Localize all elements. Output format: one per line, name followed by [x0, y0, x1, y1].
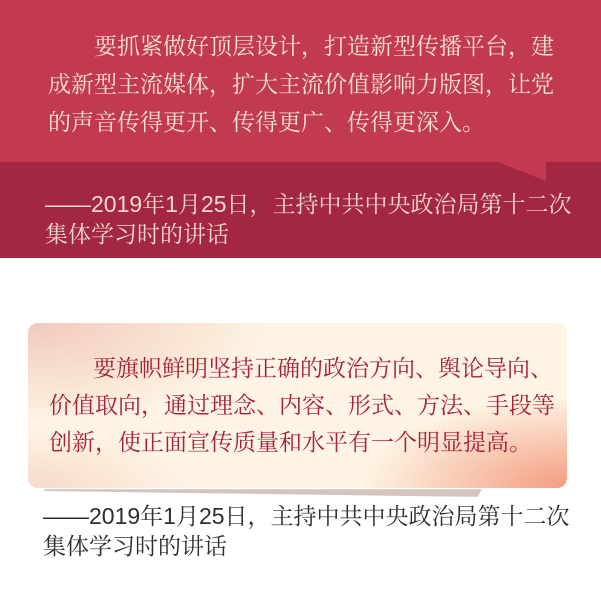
bottom-attribution-text — [43, 501, 570, 561]
top-attribution-line-1: ——2019年1月25日，主持中共中央政治局第十二次 — [45, 191, 572, 217]
bottom-attribution-line-1: ——2019年1月25日，主持中共中央政治局第十二次 — [43, 503, 570, 529]
card-shadow-decoration — [44, 489, 482, 497]
quote-card — [28, 323, 567, 488]
top-quote-line-3: 的声音传得更开、传得更广、传得更深入。 — [48, 110, 485, 135]
card-quote-text — [49, 350, 555, 461]
top-quote-section — [0, 0, 601, 162]
card-quote-line-1: 要旗帜鲜明坚持正确的政治方向、舆论导向、 — [93, 356, 553, 381]
card-quote-line-2: 价值取向，通过理念、内容、形式、方法、手段等 — [49, 393, 555, 418]
top-quote-line-2: 成新型主流媒体，扩大主流价值影响力版图，让党 — [48, 72, 554, 97]
band-corner-notch-decoration — [498, 162, 546, 181]
top-quote-text — [48, 28, 573, 142]
card-quote-line-3: 创新，使正面宣传质量和水平有一个明显提高。 — [49, 430, 532, 455]
top-quote-line-1: 要抓紧做好顶层设计，打造新型传播平台，建 — [94, 34, 554, 59]
bottom-attribution-line-2: 集体学习时的讲话 — [43, 533, 227, 559]
top-attribution-band — [0, 162, 601, 258]
top-attribution-text — [45, 189, 572, 249]
top-attribution-line-2: 集体学习时的讲话 — [45, 221, 229, 247]
